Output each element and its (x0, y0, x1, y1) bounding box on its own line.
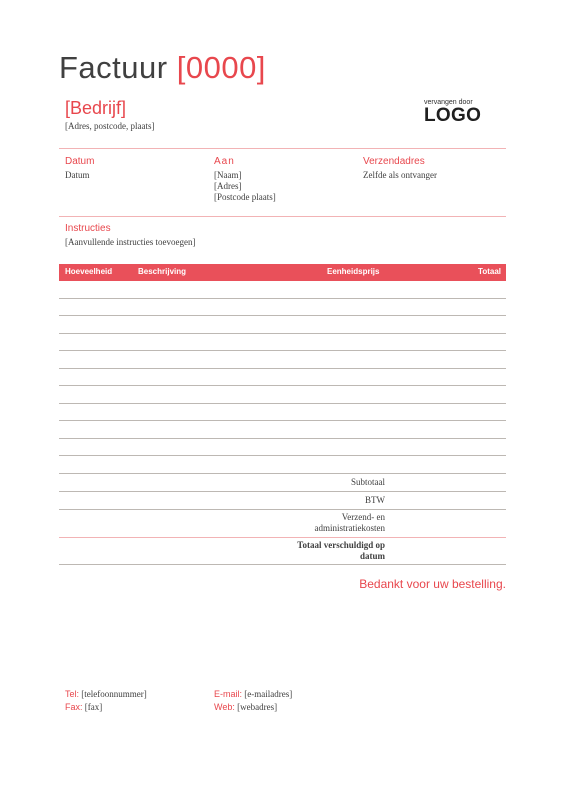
web-value: [webadres] (237, 702, 278, 712)
total-due-label: Totaal verschuldigd op datum (297, 540, 385, 561)
company-name: [Bedrijf] (65, 98, 127, 118)
logo-caption: vervangen door (424, 99, 473, 106)
footer-email (214, 689, 292, 699)
email-value: [e-mailadres] (244, 689, 293, 699)
tel-label: Tel: (65, 689, 80, 699)
table-row[interactable] (59, 368, 506, 369)
logo-text: LOGO (424, 105, 482, 126)
fax-label: Fax: (65, 702, 83, 712)
table-row[interactable] (59, 403, 506, 404)
invoice-number: [0000] (176, 50, 266, 85)
to-name: [Naam] (214, 170, 242, 180)
summary-row[interactable] (59, 537, 506, 538)
table-row[interactable] (59, 473, 506, 474)
table-row[interactable] (59, 385, 506, 386)
subtotal-label: Subtotaal (351, 477, 385, 487)
col-unit-price: Eenheidsprijs (327, 267, 380, 276)
summary-row[interactable] (59, 509, 506, 510)
invoice-title (59, 50, 266, 86)
col-total: Totaal (478, 267, 501, 276)
divider (59, 216, 506, 217)
company-address: [Adres, postcode, plaats] (65, 121, 155, 131)
col-quantity: Hoeveelheid (65, 267, 113, 276)
table-row[interactable] (59, 350, 506, 351)
date-value: Datum (65, 170, 90, 180)
to-label: Aan (214, 156, 235, 167)
col-description: Beschrijving (138, 267, 187, 276)
date-label: Datum (65, 156, 95, 167)
ship-label: Verzendadres (363, 156, 425, 167)
web-label: Web: (214, 702, 235, 712)
footer-fax (65, 702, 102, 712)
shipping-admin-label: Verzend- en administratiekosten (314, 512, 385, 533)
email-label: E-mail: (214, 689, 243, 699)
tax-label: BTW (365, 495, 385, 505)
logo-placeholder[interactable] (424, 99, 504, 125)
table-row[interactable] (59, 298, 506, 299)
footer-tel (65, 689, 147, 699)
thanks-message: Bedankt voor uw bestelling. (359, 577, 506, 591)
to-address: [Adres] (214, 181, 242, 191)
fax-value: [fax] (84, 702, 103, 712)
table-row[interactable] (59, 438, 506, 439)
summary-row[interactable] (59, 564, 506, 565)
instructions-label: Instructies (65, 223, 111, 234)
table-row[interactable] (59, 333, 506, 334)
to-postcode: [Postcode plaats] (214, 192, 276, 202)
tel-value: [telefoonnummer] (81, 689, 147, 699)
summary-row[interactable] (59, 491, 506, 492)
table-row[interactable] (59, 315, 506, 316)
instructions-value: [Aanvullende instructies toevoegen] (65, 237, 196, 247)
divider (59, 148, 506, 149)
table-row[interactable] (59, 420, 506, 421)
invoice-title-word: Factuur (59, 50, 168, 85)
footer-web (214, 702, 277, 712)
table-row[interactable] (59, 455, 506, 456)
table-header (59, 264, 506, 281)
ship-value: Zelfde als ontvanger (363, 170, 437, 180)
